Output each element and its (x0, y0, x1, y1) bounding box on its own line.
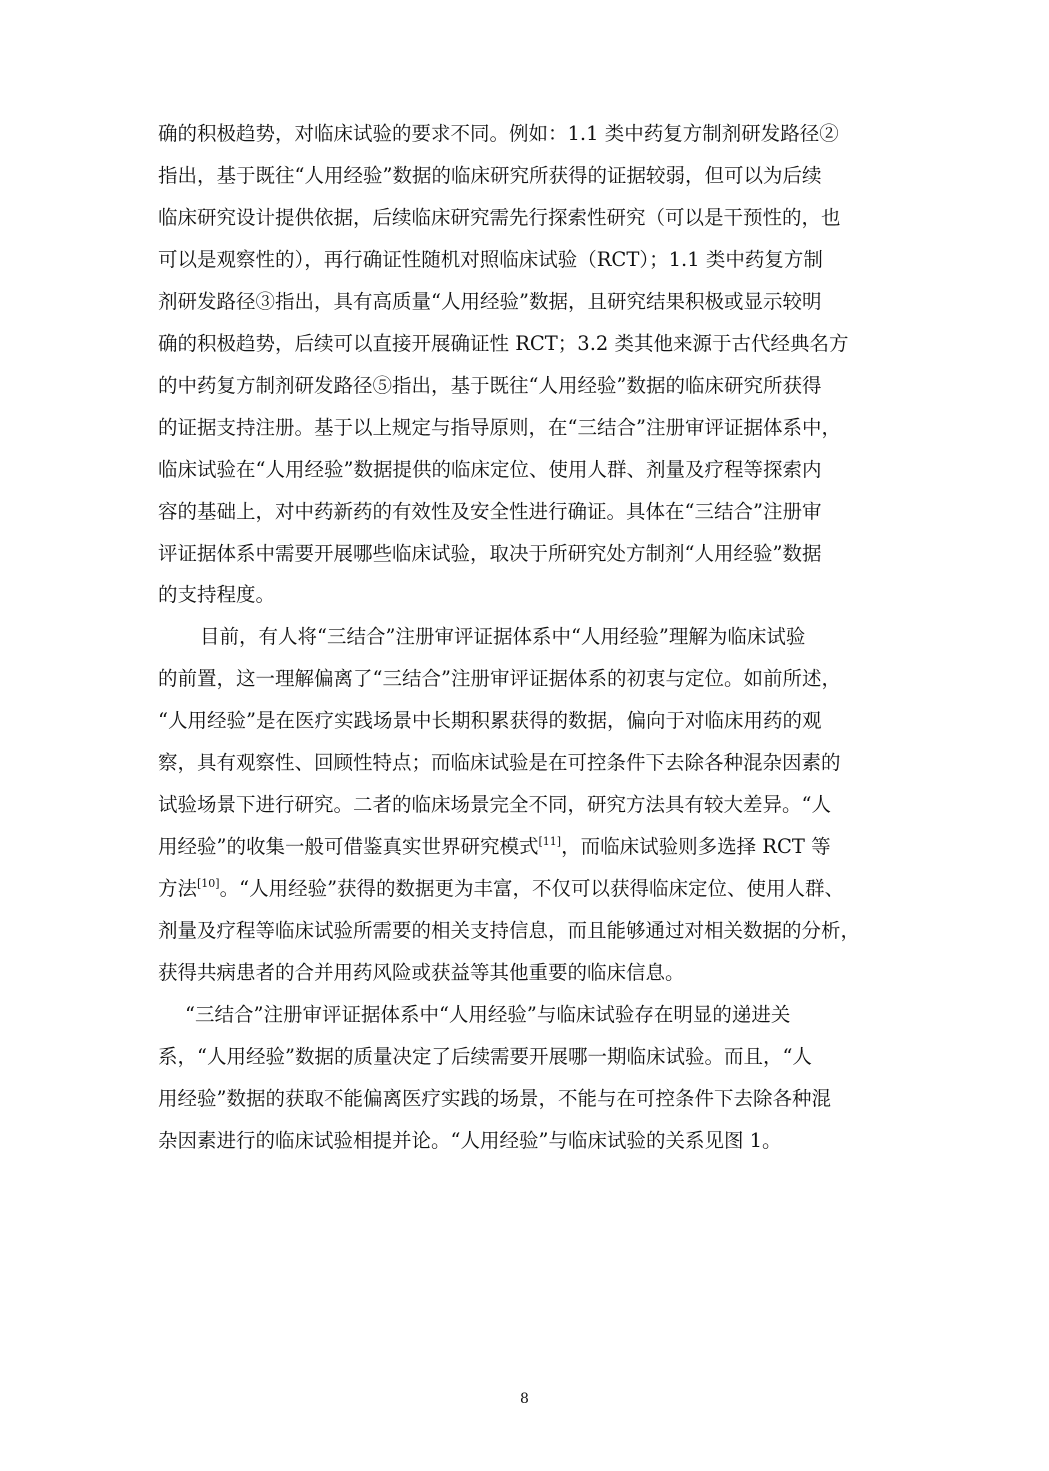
paragraph-2-line-2: 的前置，这一理解偏离了“三结合”注册审评证据体系的初衷与定位。如前所述， (158, 667, 841, 690)
paragraph-1-line-7: 的中药复方制剂研发路径⑤指出，基于既往“人用经验”数据的临床研究所获得 (158, 374, 822, 397)
paragraph-2-line-4: 察，具有观察性、回顾性特点；而临床试验是在可控条件下去除各种混杂因素的 (158, 751, 841, 774)
paragraph-2-line-7 (158, 872, 898, 906)
paragraph-1-line-11: 评证据体系中需要开展哪些临床试验，取决于所研究处方制剂“人用经验”数据 (158, 542, 822, 565)
paragraph-3-line-3: 用经验”数据的获取不能偏离医疗实践的场景，不能与在可控条件下去除各种混 (158, 1087, 831, 1110)
paragraph-2-line-3: “人用经验”是在医疗实践场景中长期积累获得的数据，偏向于对临床用药的观 (158, 709, 822, 732)
paragraph-1-line-1: 确的积极趋势，对临床试验的要求不同。例如：1.1 类中药复方制剂研发路径② (158, 122, 839, 145)
paragraph-1-line-2: 指出，基于既往“人用经验”数据的临床研究所获得的证据较弱，但可以为后续 (158, 164, 822, 187)
paragraph-1-line-5: 剂研发路径③指出，具有高质量“人用经验”数据，且研究结果积极或显示较明 (158, 290, 822, 313)
paragraph-2-line-9: 获得共病患者的合并用药风险或获益等其他重要的临床信息。 (158, 961, 685, 984)
line-text: ，而临床试验则多选择 RCT 等 (561, 835, 831, 858)
paragraph-1-line-6: 确的积极趋势，后续可以直接开展确证性 RCT；3.2 类其他来源于古代经典名方 (158, 332, 849, 355)
paragraph-2-line-5: 试验场景下进行研究。二者的临床场景完全不同，研究方法具有较大差异。“人 (158, 793, 831, 816)
paragraph-1-line-3: 临床研究设计提供依据，后续临床研究需先行探索性研究（可以是干预性的，也 (158, 206, 841, 229)
line-text: 。“人用经验”获得的数据更为丰富，不仅可以获得临床定位、使用人群、 (219, 877, 845, 900)
paragraph-1-line-10: 容的基础上，对中药新药的有效性及安全性进行确证。具体在“三结合”注册审 (158, 500, 822, 523)
line-text: 用经验”的收集一般可借鉴真实世界研究模式 (158, 835, 539, 858)
paragraph-3-line-4: 杂因素进行的临床试验相提并论。“人用经验”与临床试验的关系见图 1。 (158, 1129, 782, 1152)
line-text: 方法 (158, 877, 198, 900)
paragraph-1-line-4: 可以是观察性的），再行确证性随机对照临床试验（RCT）；1.1 类中药复方制 (158, 248, 823, 271)
paragraph-2-line-8: 剂量及疗程等临床试验所需要的相关支持信息，而且能够通过对相关数据的分析， (158, 919, 861, 942)
paragraph-1-line-9: 临床试验在“人用经验”数据提供的临床定位、使用人群、剂量及疗程等探索内 (158, 458, 822, 481)
citation-ref: [10] (197, 877, 220, 890)
paragraph-2-line-6 (158, 830, 898, 864)
paragraph-3-line-2: 系，“人用经验”数据的质量决定了后续需要开展哪一期临床试验。而且，“人 (158, 1045, 812, 1068)
page-number: 8 (520, 1391, 529, 1407)
paragraph-3-line-1: “三结合”注册审评证据体系中“人用经验”与临床试验存在明显的递进关 (185, 1003, 791, 1026)
paragraph-1-line-8: 的证据支持注册。基于以上规定与指导原则，在“三结合”注册审评证据体系中， (158, 416, 841, 439)
paragraph-1-line-12: 的支持程度。 (158, 583, 276, 606)
paragraph-2-line-1: 目前，有人将“三结合”注册审评证据体系中“人用经验”理解为临床试验 (200, 625, 806, 648)
citation-ref: [11] (538, 835, 562, 848)
